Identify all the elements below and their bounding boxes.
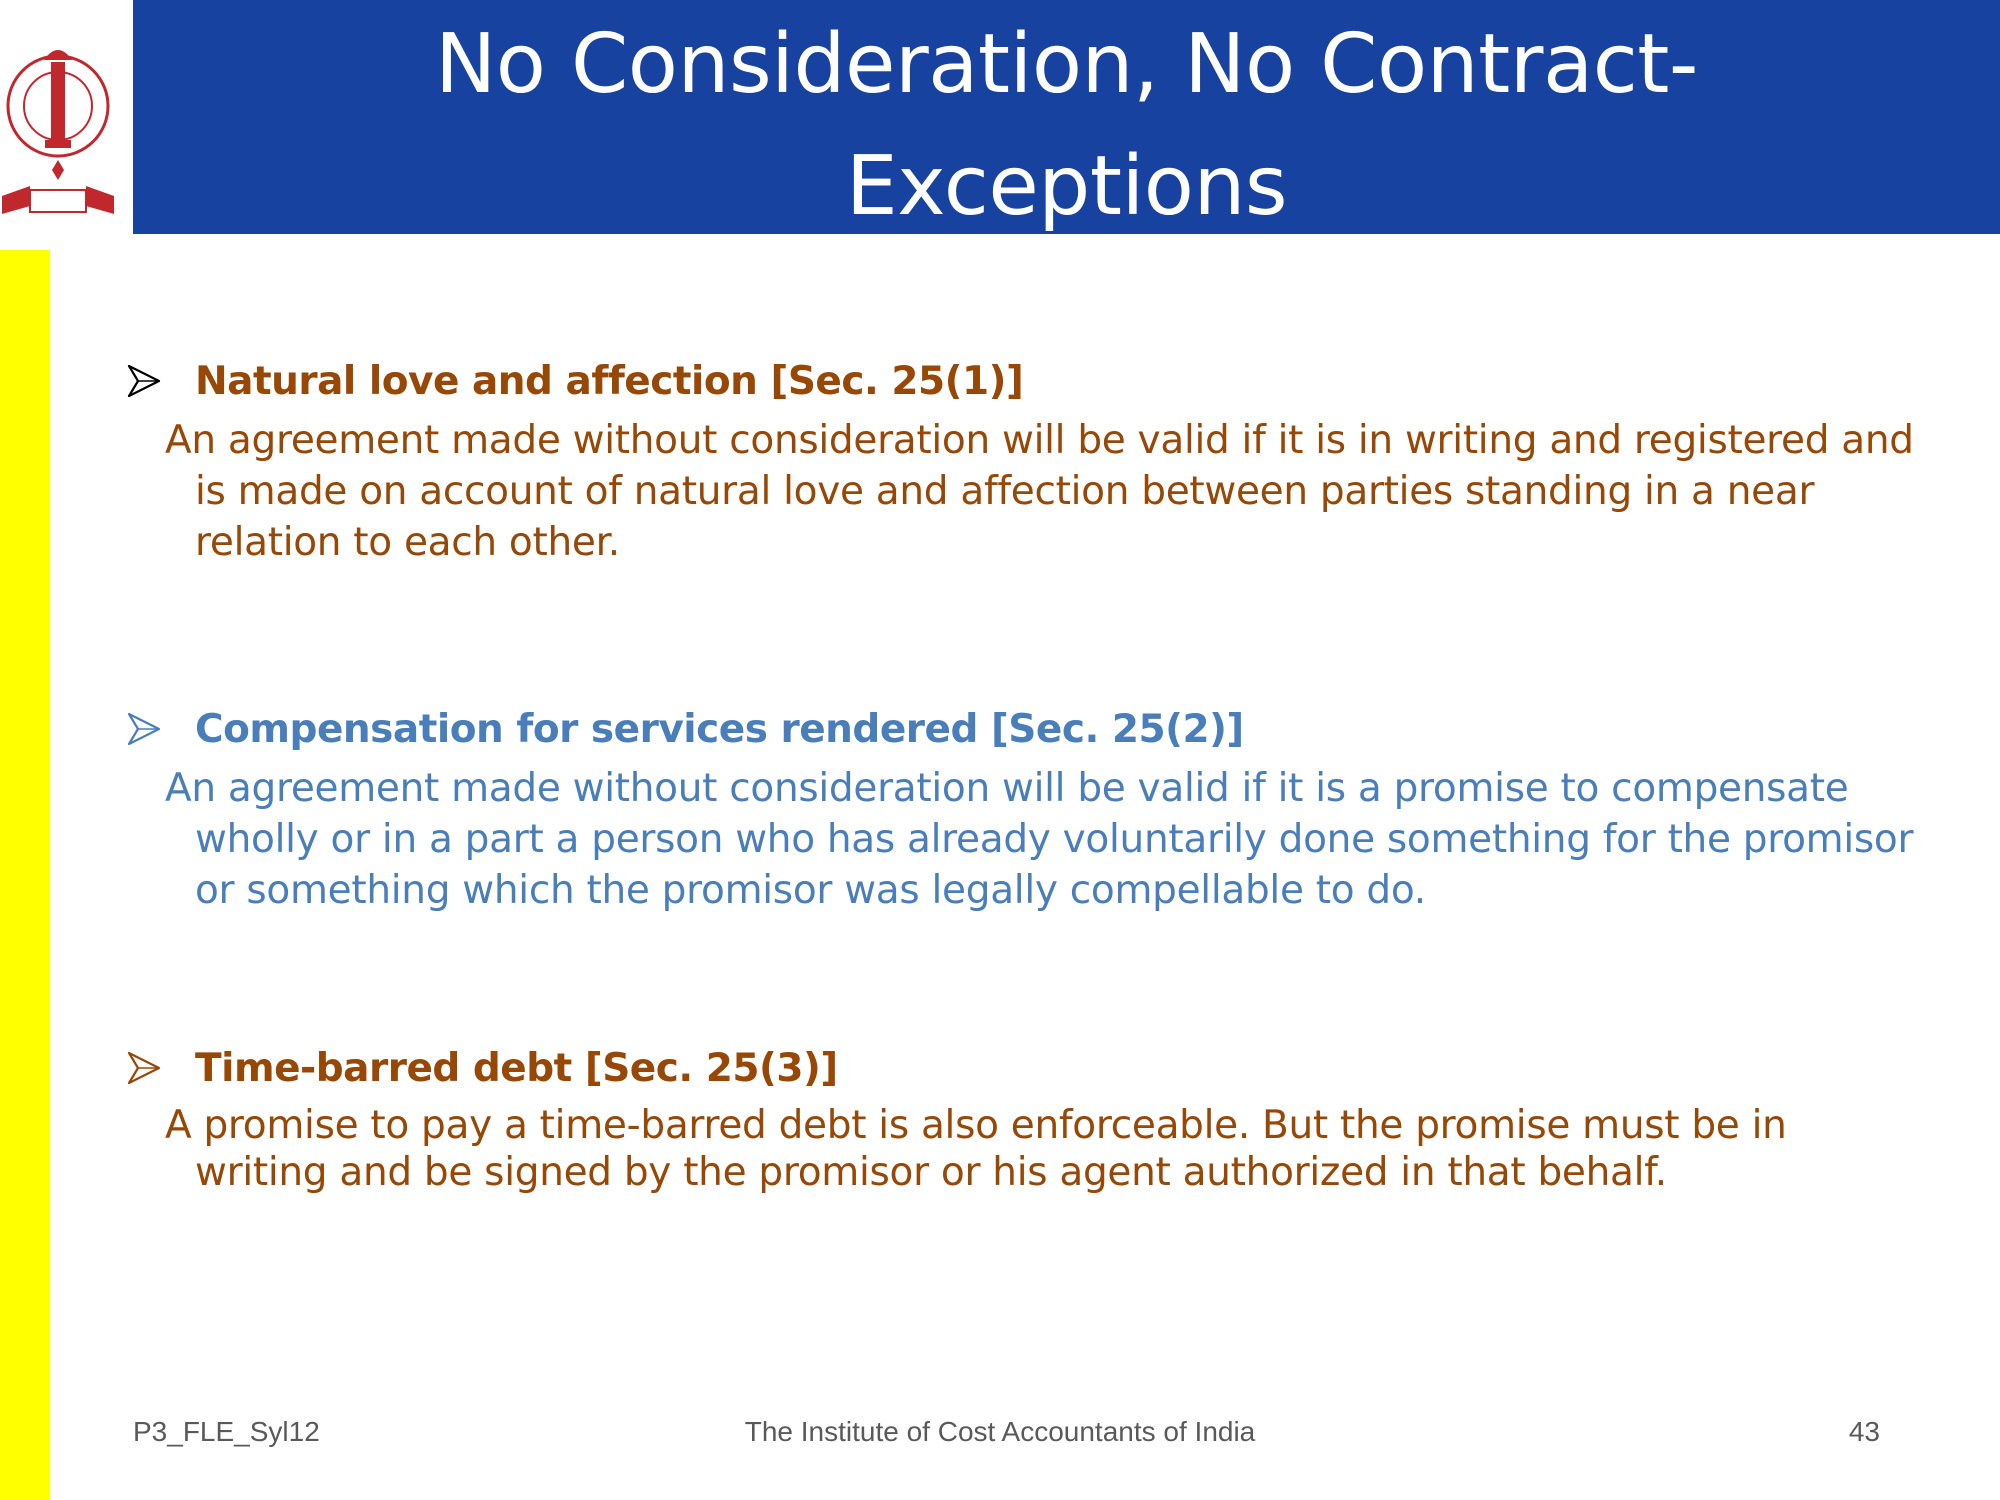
section-compensation	[118, 705, 1914, 916]
section-body: A promise to pay a time-barred debt is also enforceable. But the promise must be in writing and be signed by the promisor or his agent authorized in that behalf.	[165, 1103, 1787, 1195]
footer-page-number: 43	[1848, 1416, 1880, 1447]
slide-title-line-1: No Consideration, No Contract-	[434, 17, 1699, 112]
section-heading: Time-barred debt [Sec. 25(3)]	[195, 1046, 838, 1091]
arrow-bullet-icon	[126, 1050, 162, 1086]
arrow-bullet-icon	[126, 363, 162, 399]
section-body: An agreement made without consideration will be valid if it is a promise to compensate wholly or in a part a person who has already voluntarily done something for the promisor or something which the promisor was legally compellable to do.	[165, 766, 1914, 913]
institute-emblem-icon	[0, 0, 120, 232]
slide-title	[133, 4, 2000, 248]
footer-course-code: P3_FLE_Syl12	[133, 1416, 320, 1447]
institute-logo	[0, 0, 120, 232]
section-body: An agreement made without consideration will be valid if it is in writing and registered and is made on account of natural love and affection between parties standing in a near relation to each other.	[165, 418, 1914, 565]
left-accent-strip	[0, 250, 50, 1500]
slide-title-line-2: Exceptions	[845, 139, 1288, 234]
section-time-barred-debt	[118, 1044, 1898, 1196]
section-heading: Compensation for services rendered [Sec. 25(2)]	[195, 707, 1244, 752]
section-heading: Natural love and affection [Sec. 25(1)]	[195, 359, 1024, 404]
arrow-bullet-icon	[126, 711, 162, 747]
section-natural-love	[118, 357, 1914, 568]
footer-institute-name: The Institute of Cost Accountants of India	[744, 1416, 1256, 1447]
